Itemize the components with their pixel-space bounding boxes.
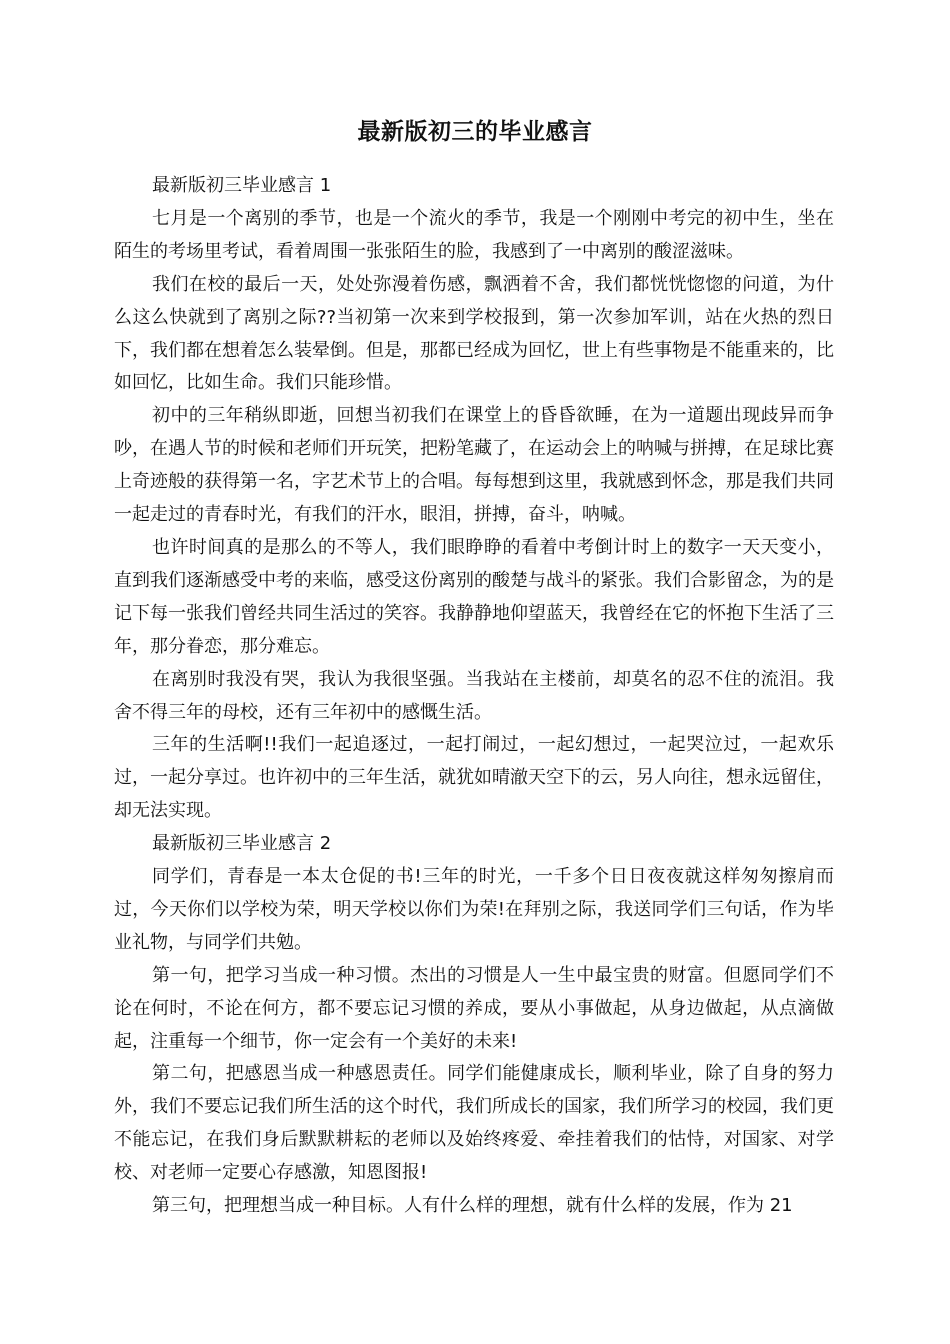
paragraph: 三年的生活啊!!我们一起追逐过，一起打闹过，一起幻想过，一起哭泣过，一起欢乐过，一起分享过。也许初中的三年生活，就犹如晴澈天空下的云，另人向往，想永远留住，却无法实现。 [114,734,834,822]
paragraph-heading-2: 最新版初三毕业感言 2 [152,833,332,855]
paragraph: 同学们，青春是一本太仓促的书!三年的时光，一千多个日日夜夜就这样匆匆擦肩而过，今天你们以学校为荣，明天学校以你们为荣!在拜别之际，我送同学们三句话，作为毕业礼物，与同学们共勉。 [114,866,834,953]
paragraph: 也许时间真的是那么的不等人，我们眼睁睁的看着中考倒计时上的数字一天天变小，直到我们逐渐感受中考的来临，感受这份离别的酸楚与战斗的紧张。我们合影留念，为的是记下每一张我们曾经共同生活过的笑容。我静静地仰望蓝天，我曾经在它的怀抱下生活了三年，那分眷恋，那分难忘。 [114,536,834,657]
paragraph: 第一句，把学习当成一种习惯。杰出的习惯是人一生中最宝贵的财富。但愿同学们不论在何时，不论在何方，都不要忘记习惯的养成，要从小事做起，从身边做起，从点滴做起，注重每一个细节，你一定会有一个美好的未来! [114,964,834,1052]
paragraph: 第三句，把理想当成一种目标。人有什么样的理想，就有什么样的发展，作为 21 [152,1195,793,1217]
paragraph: 第二句，把感恩当成一种感恩责任。同学们能健康成长，顺利毕业，除了自身的努力外，我们不要忘记我们所生活的这个时代，我们所成长的国家，我们所学习的校园，我们更不能忘记，在我们身后默默耕耘的老师以及始终疼爱、牵挂着我们的怙恃，对国家、对学校、对老师一定要心存感激，知恩图报! [114,1063,834,1184]
paragraph: 七月是一个离别的季节，也是一个流火的季节，我是一个刚刚中考完的初中生，坐在陌生的考场里考试，看着周围一张张陌生的脸，我感到了一中离别的酸涩滋味。 [114,207,834,262]
document-title: 最新版初三的毕业感言 [357,119,593,145]
paragraph: 我们在校的最后一天，处处弥漫着伤感，飘洒着不舍，我们都恍恍惚惚的问道，为什么这么快就到了离别之际??当初第一次来到学校报到，第一次参加军训，站在火热的烈日下，我们都在想着怎么装晕倒。但是，那都已经成为回忆，世上有些事物是不能重来的，比如回忆，比如生命。我们只能珍惜。 [114,273,834,394]
document-body [114,170,834,1223]
paragraph: 在离别时我没有哭，我认为我很坚强。当我站在主楼前，却莫名的忍不住的流泪。我舍不得三年的母校，还有三年初中的感慨生活。 [114,668,834,723]
paragraph-heading-1: 最新版初三毕业感言 1 [152,175,332,196]
paragraph: 初中的三年稍纵即逝，回想当初我们在课堂上的昏昏欲睡，在为一道题出现歧异而争吵，在遇人节的时候和老师们开玩笑，把粉笔藏了，在运动会上的呐喊与拼搏，在足球比赛上奇迹般的获得第一名，字艺术节上的合唱。每每想到这里，我就感到怀念，那是我们共同一起走过的青春时光，有我们的汗水，眼泪，拼搏，奋斗，呐喊。 [114,405,834,526]
